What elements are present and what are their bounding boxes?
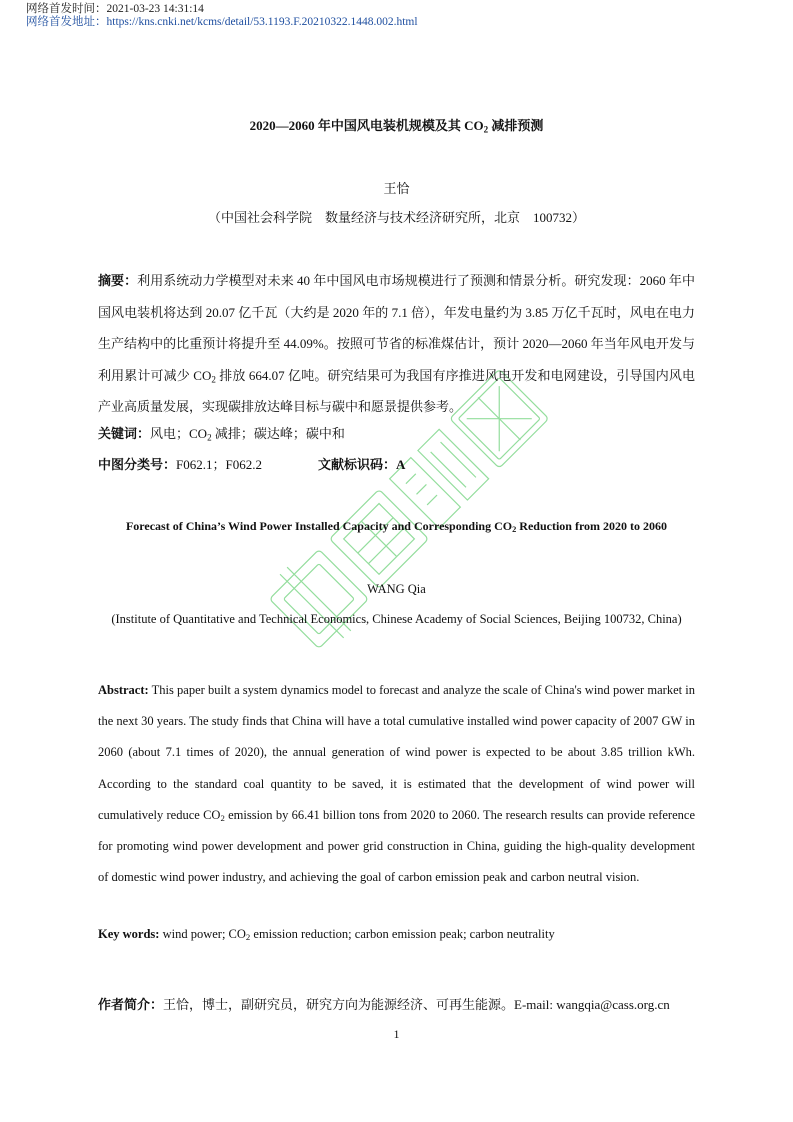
author-name-en: WANG Qia xyxy=(367,582,426,596)
publish-url-label: 网络首发地址： xyxy=(26,16,107,28)
abstract-label-en: Abstract: xyxy=(98,683,149,697)
author-intro-label: 作者简介： xyxy=(98,997,164,1012)
page-number: 1 xyxy=(393,1027,400,1041)
author-name-cn: 王恰 xyxy=(383,181,410,196)
keywords-en: Key words: wind power; $CO_2$ emission reduction; carbon emission peak; carbon neutrality xyxy=(98,927,555,943)
publish-time: 2021-03-23 14:31:14 xyxy=(106,3,204,15)
publish-url-line[interactable] xyxy=(26,15,418,30)
abstract-cn: 摘要：利用系统动力学模型对未来 40 年中国风电市场规模进行了预测和情景分析。研究发现：2060 年中国风电装机将达到 20.07 亿千瓦（大约是 2020 年的 7.1 倍），年发电量约为 3.85 万亿千瓦时，风电在电力生产结构中的比重预计将提升至 44.09%。按照可节省的标准煤估计，预计 2020—2060 年当年风电开发与利用累计可减少 $CO_2$ 排放 664.07 亿吨。研究结果可为我国有序推进风电开发和电网建设，引导国内风电产业高质量发展，实现碳排放达峰目标与碳中和愿景提供参考。 xyxy=(98,273,695,414)
keywords-label-en: Key words: xyxy=(98,927,160,941)
affiliation-cn: （中国社会科学院 数量经济与技术经济研究所，北京 100732） xyxy=(207,210,585,225)
keywords-label-cn: 关键词： xyxy=(98,426,151,441)
affiliation-en: (Institute of Quantitative and Technical Economics, Chinese Academy of Social Sciences, Beijing 100732, China) xyxy=(111,612,682,626)
publish-url-link[interactable]: https://kns.cnki.net/kcms/detail/53.1193.F.20210322.1448.002.html xyxy=(106,16,418,28)
publish-time-label: 网络首发时间： xyxy=(26,3,107,15)
abstract-label-cn: 摘要： xyxy=(98,273,138,288)
doc-code-value: A xyxy=(396,457,406,472)
paper-title-en: Forecast of China’s Wind Power Installed Capacity and Corresponding $CO_2$ Reduction from 2020 to 2060 xyxy=(125,519,668,535)
class-label: 中图分类号： xyxy=(98,457,177,472)
abstract-en: Abstract: This paper built a system dynamics model to forecast and analyze the scale of China's wind power market in the next 30 years. The study finds that China will have a total cumulative installed wind power capacity of 2007 GW in 2060 (about 7.1 times of 2020), the annual generation of wind power is expected to be about 3.85 trillion kWh. According to the standard coal quantity to be saved, it is estimated that the development of wind power will cumulatively reduce $CO_2$ emission by 66.41 billion tons from 2020 to 2060. The research results can provide reference for promoting wind power development and power grid construction in China, guiding the high-quality development of domestic wind power industry, and achieving the goal of carbon emission peak and carbon neutral vision. xyxy=(98,683,695,885)
classification-line xyxy=(98,456,405,474)
doc-code-label: 文献标识码： xyxy=(317,457,396,472)
class-value: F062.1；F062.2 xyxy=(176,457,262,472)
keywords-cn: 关键词：风电；$CO_2$ 减排；碳达峰；碳中和 xyxy=(98,426,345,443)
paper-title-cn: 2020—2060 年中国风电装机规模及其 $CO_2$ 减排预测 xyxy=(249,118,544,135)
author-intro-text: 王恰，博士，副研究员，研究方向为能源经济、可再生能源。E-mail: wangqia@cass.org.cn xyxy=(163,997,670,1012)
author-intro xyxy=(98,996,670,1014)
